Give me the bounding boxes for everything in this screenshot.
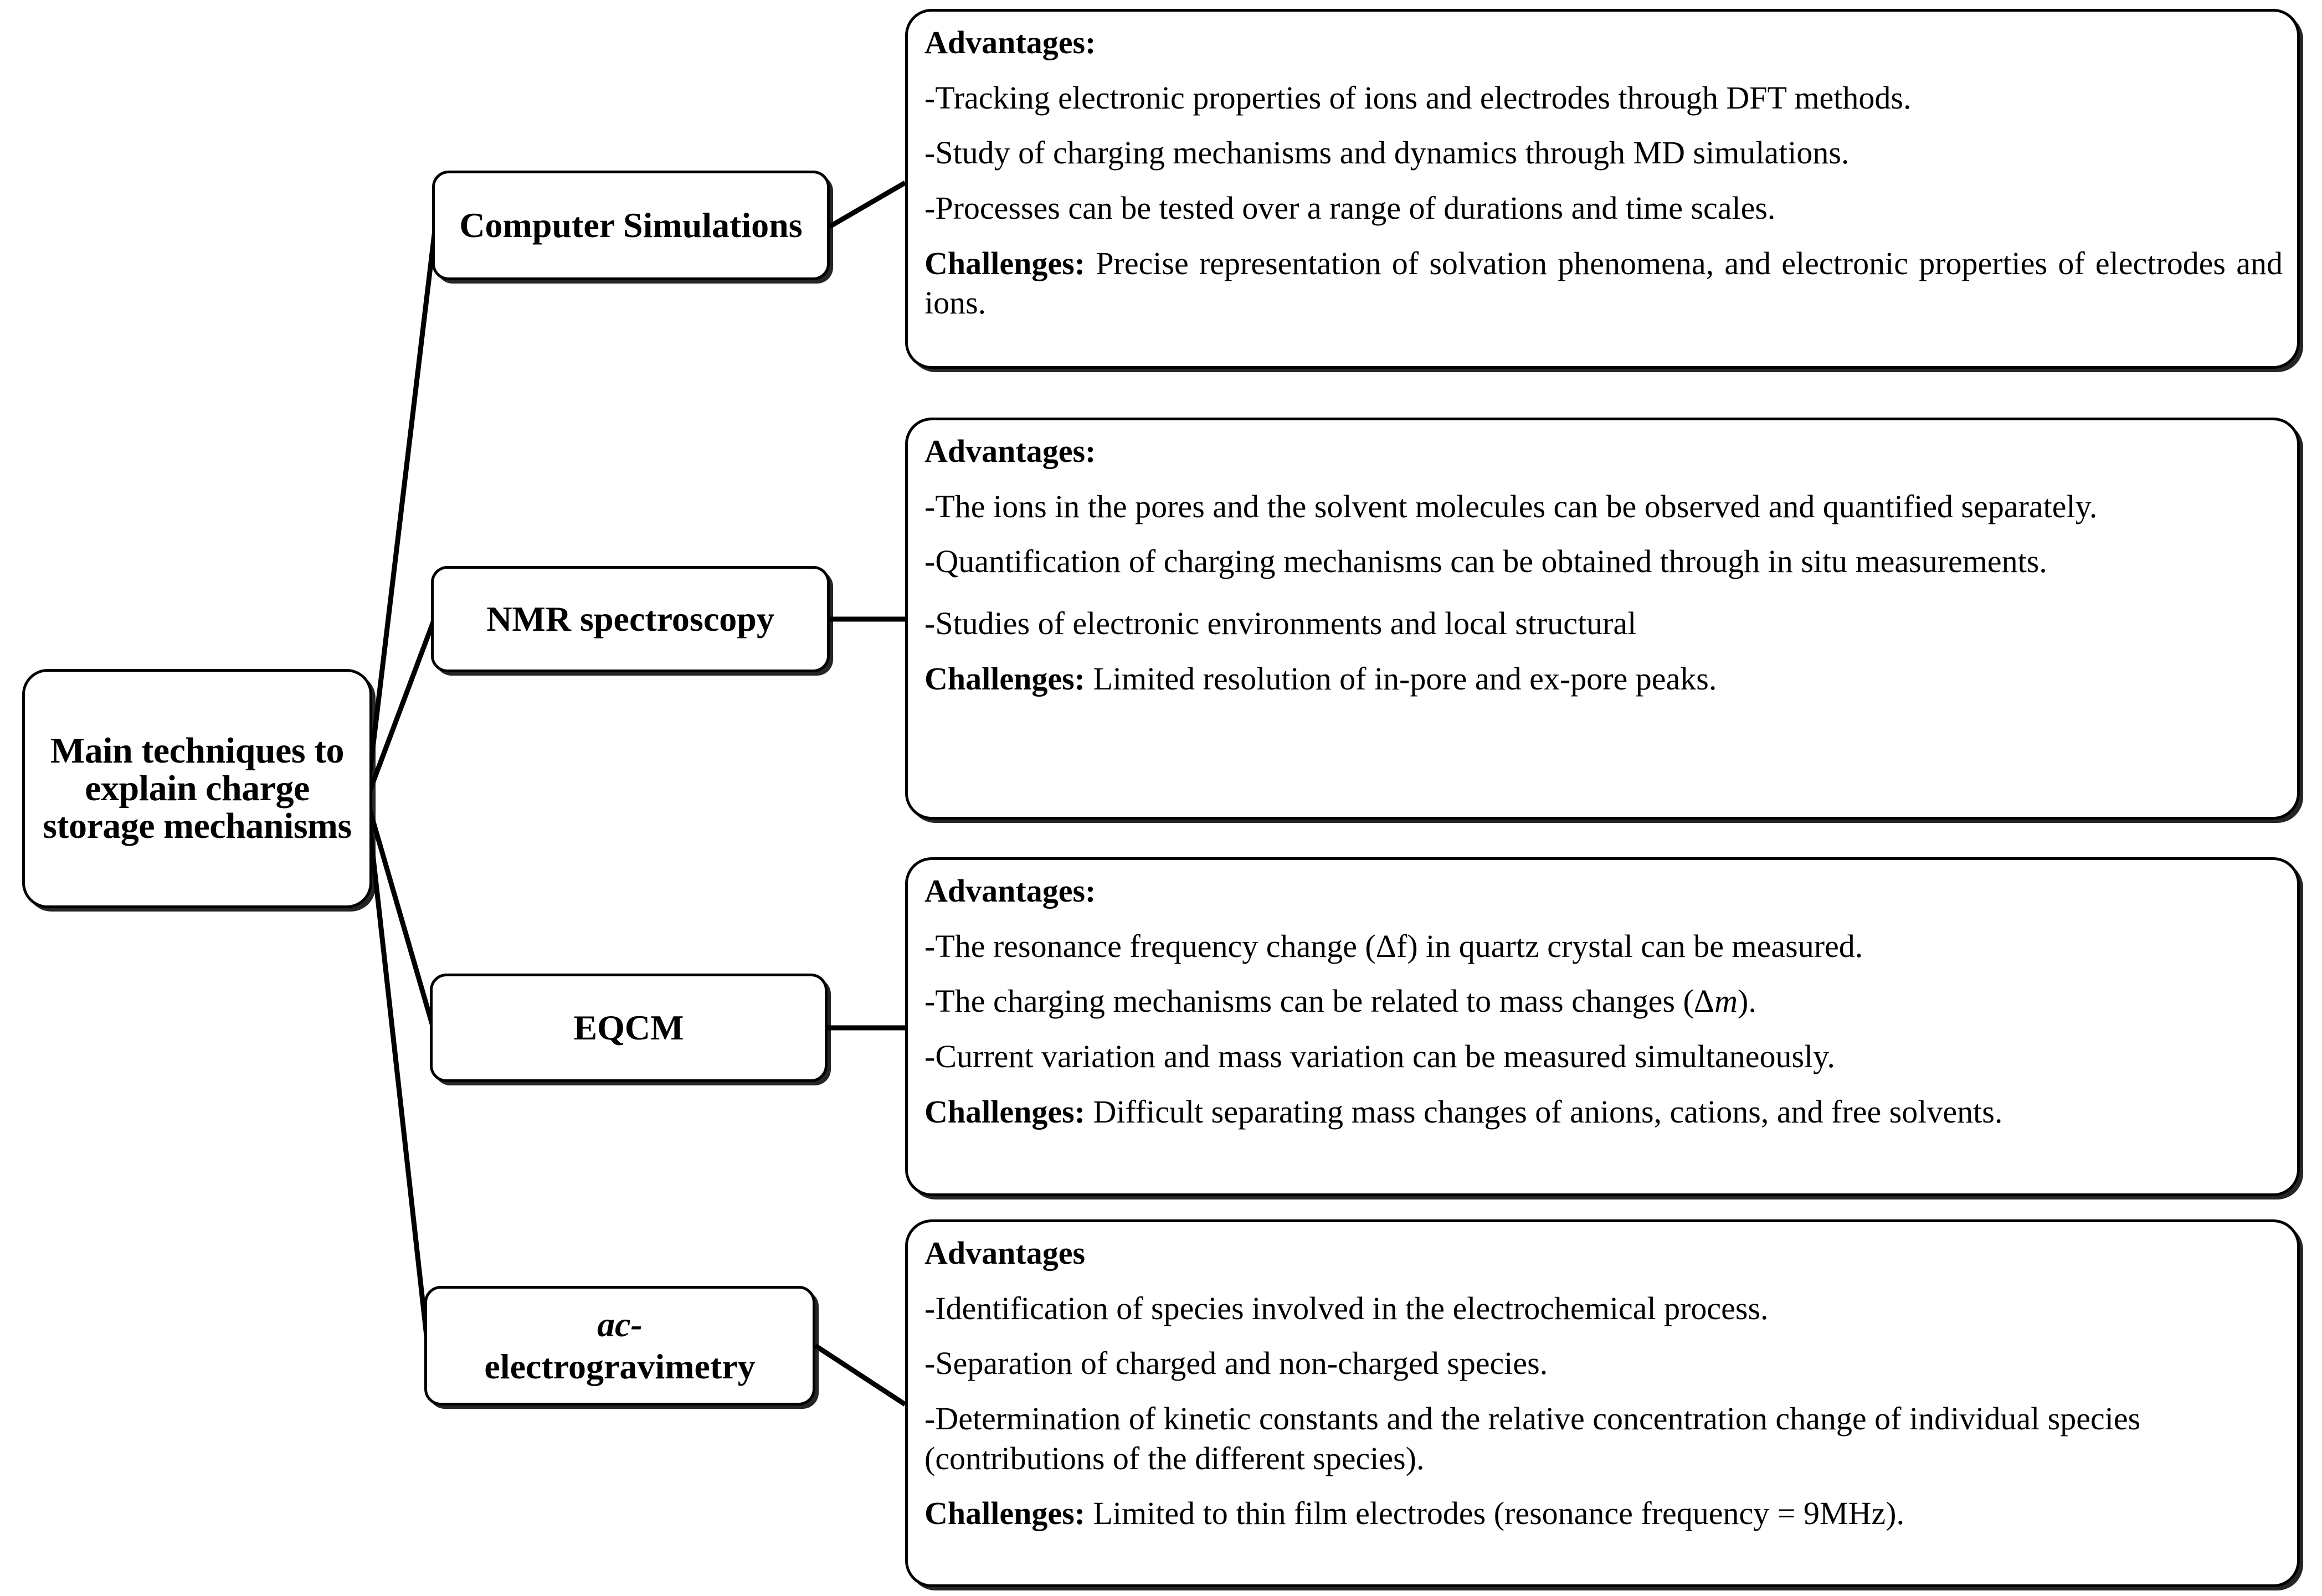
challenges-heading: Challenges: [924, 245, 1085, 281]
advantage-item: -Processes can be tested over a range of durations and time scales. [924, 189, 1776, 226]
challenges-row [924, 1092, 2283, 1132]
edge-root-to-ac-electrogravimetry [367, 799, 428, 1346]
advantage-item: -Studies of electronic environments and local structural [924, 605, 1637, 641]
challenges-row [924, 1494, 2283, 1533]
advantages-heading: Advantages: [924, 24, 1096, 60]
technique-node-nmr-spectroscopy[interactable] [431, 566, 830, 672]
technique-label: NMR spectroscopy [486, 599, 774, 639]
advantages-heading: Advantages: [924, 433, 1096, 469]
root-node[interactable] [22, 669, 372, 908]
detail-box-nmr-spectroscopy[interactable] [905, 418, 2300, 820]
challenges-text: Limited resolution of in-pore and ex-pore peaks. [1093, 660, 1717, 697]
advantage-item: -Tracking electronic properties of ions and electrodes through DFT methods. [924, 79, 1912, 116]
challenges-text: Limited to thin film electrodes (resonance frequency = 9MHz). [1093, 1495, 1904, 1532]
technique-label: EQCM [573, 1008, 684, 1048]
advantage-item: -Identification of species involved in the electrochemical process. [924, 1290, 1769, 1326]
advantage-item: -The ions in the pores and the solvent molecules can be observed and quantified separately. [924, 488, 2098, 524]
advantage-item: -The resonance frequency change (Δf) in quartz crystal can be measured. [924, 928, 1863, 964]
challenges-row [924, 659, 2283, 699]
advantages-heading: Advantages: [924, 873, 1096, 909]
technique-label-rest: electrogravimetry [484, 1347, 756, 1386]
technique-node-eqcm[interactable] [430, 974, 828, 1082]
edge-ac-electrogravimetry-to-detail [815, 1346, 905, 1404]
challenges-heading: Challenges: [924, 1495, 1085, 1532]
advantage-item: -Study of charging mechanisms and dynamics through MD simulations. [924, 135, 1850, 171]
advantage-item: -Quantification of charging mechanisms can be obtained through in situ measurements. [924, 543, 2047, 580]
technique-label: Computer Simulations [459, 205, 803, 245]
advantage-item: -The charging mechanisms can be related to mass changes (Δm). [924, 983, 1756, 1020]
advantages-heading: Advantages [924, 1235, 1086, 1271]
technique-label [477, 1304, 762, 1387]
edge-root-to-nmr [367, 619, 434, 799]
root-node-label: Main techniques to explain charge storage mechanisms [43, 730, 352, 846]
edge-root-to-computer-simulations [367, 225, 435, 799]
challenges-row [924, 244, 2283, 323]
challenges-heading: Challenges: [924, 1093, 1085, 1130]
advantage-item: -Determination of kinetic constants and the relative concentration change of individual species (contributions of the different species). [924, 1400, 2141, 1476]
technique-node-ac-electrogravimetry[interactable] [424, 1286, 815, 1405]
advantage-item: -Separation of charged and non-charged species. [924, 1345, 1548, 1382]
challenges-text: Difficult separating mass changes of anions, cations, and free solvents. [1093, 1093, 2003, 1130]
edge-root-to-eqcm [367, 799, 433, 1028]
detail-box-eqcm[interactable] [905, 857, 2300, 1196]
detail-box-computer-simulations[interactable] [905, 9, 2300, 369]
challenges-heading: Challenges: [924, 660, 1085, 697]
advantage-item: -Current variation and mass variation can be measured simultaneously. [924, 1038, 1835, 1074]
edge-computer-simulations-to-detail [830, 183, 905, 226]
detail-box-ac-electrogravimetry[interactable] [905, 1219, 2300, 1587]
challenges-text: Precise representation of solvation phenomena, and electronic properties of electrodes and ions. [924, 245, 2283, 321]
technique-node-computer-simulations[interactable] [432, 171, 830, 280]
technique-label-italic-prefix: ac- [597, 1305, 643, 1345]
